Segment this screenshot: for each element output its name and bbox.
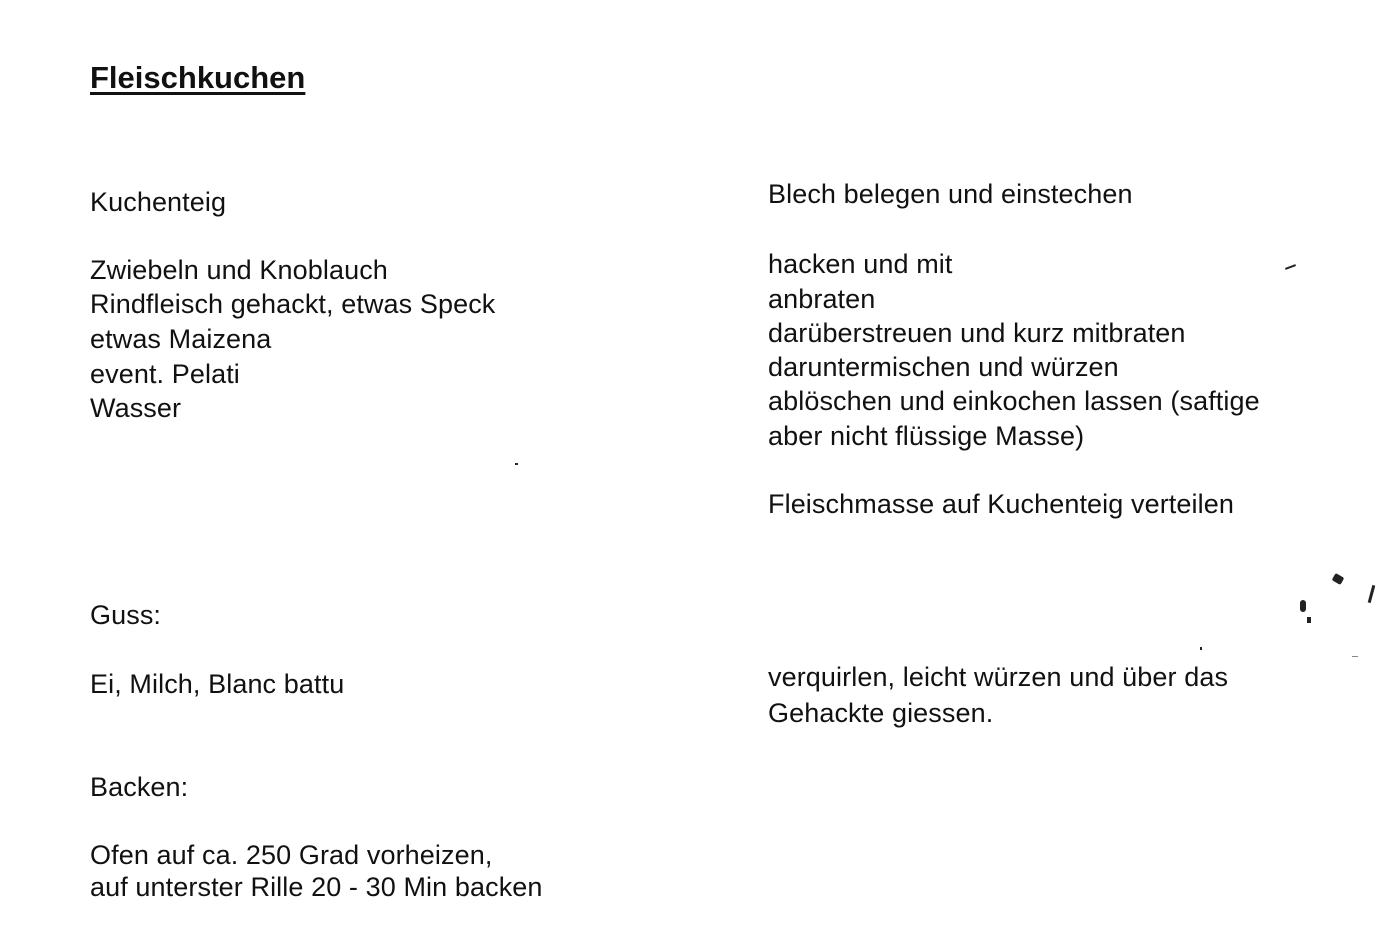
- step-line: hacken und mit: [768, 249, 953, 279]
- scan-speck: [1285, 264, 1296, 270]
- page-title: Fleischkuchen: [90, 60, 306, 95]
- ingredient-line: event. Pelati: [90, 359, 240, 389]
- kuchenteig-label: Kuchenteig: [90, 187, 227, 217]
- scan-speck: [1368, 585, 1376, 603]
- guss-instruction-line: verquirlen, leicht würzen und über das: [768, 662, 1229, 692]
- verteilen-instruction: Fleischmasse auf Kuchenteig verteilen: [768, 489, 1234, 519]
- scan-speck: [1200, 647, 1202, 650]
- ingredient-line: etwas Maizena: [90, 324, 272, 354]
- step-line: darüberstreuen und kurz mitbraten: [768, 318, 1186, 348]
- backen-line: auf unterster Rille 20 - 30 Min backen: [90, 872, 543, 902]
- ingredient-line: Wasser: [90, 393, 182, 423]
- scan-speck: [1300, 600, 1306, 612]
- step-line: ablöschen und einkochen lassen (saftige: [768, 386, 1260, 416]
- step-line: daruntermischen und würzen: [768, 352, 1119, 382]
- backen-line: Ofen auf ca. 250 Grad vorheizen,: [90, 840, 493, 870]
- blech-instruction: Blech belegen und einstechen: [768, 179, 1133, 209]
- scan-speck: [1332, 573, 1345, 585]
- step-line: aber nicht flüssige Masse): [768, 421, 1085, 451]
- guss-heading: Guss:: [90, 600, 162, 630]
- scan-speck: [1307, 617, 1311, 623]
- backen-heading: Backen:: [90, 772, 189, 802]
- ingredient-line: Rindfleisch gehackt, etwas Speck: [90, 289, 496, 319]
- guss-instruction-line: Gehackte giessen.: [768, 698, 994, 728]
- guss-ingredients: Ei, Milch, Blanc battu: [90, 669, 345, 699]
- ingredient-line: Zwiebeln und Knoblauch: [90, 255, 388, 285]
- scan-speck: [1352, 656, 1358, 657]
- step-line: anbraten: [768, 284, 876, 314]
- scan-speck: [515, 463, 518, 465]
